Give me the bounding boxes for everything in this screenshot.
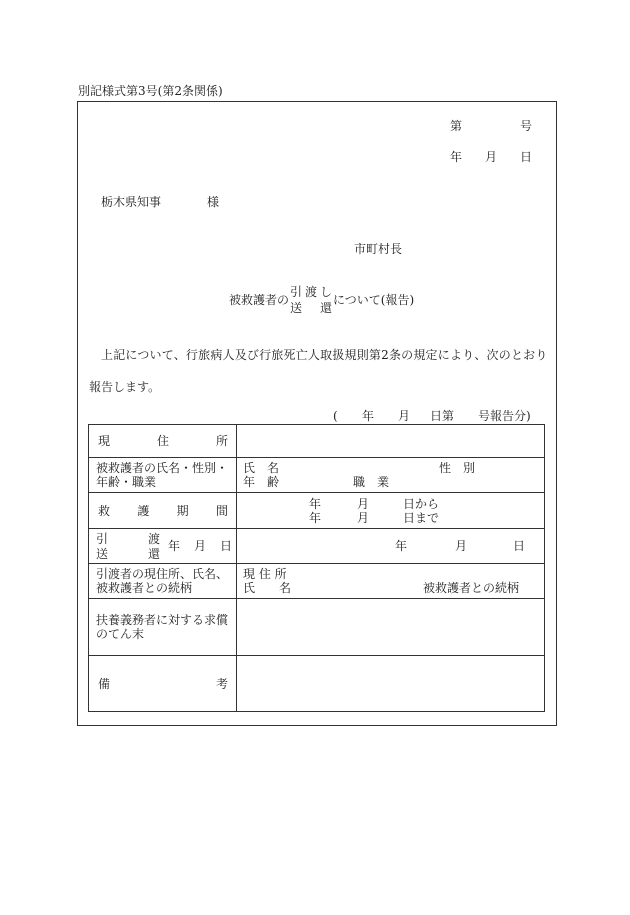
sender-name: 市町村長 <box>354 242 403 256</box>
report-ref-year: 年 <box>362 409 375 423</box>
table-row-handover <box>89 529 545 564</box>
report-ref-suffix: 号報告分) <box>478 409 531 423</box>
table-row-receiver <box>89 564 545 599</box>
handover-lower-2: 還 <box>148 547 161 561</box>
report-ref-day-no: 日第 <box>430 409 455 423</box>
table-row-person <box>89 458 545 493</box>
addressee-honorific: 様 <box>207 195 220 209</box>
title-suffix: について(報告) <box>333 293 415 307</box>
address-value-cell[interactable] <box>237 425 545 458</box>
table-row-period <box>89 493 545 529</box>
person-label-line-1: 被救護者の氏名・性別・ <box>96 461 229 475</box>
period-from-year: 年 <box>309 496 322 511</box>
number-suffix: 号 <box>520 119 533 133</box>
date-month: 月 <box>485 150 498 164</box>
number-prefix: 第 <box>450 119 463 133</box>
handover-upper-2: 渡 <box>148 532 161 546</box>
date-year: 年 <box>450 150 463 164</box>
period-label-char-1: 救 <box>98 503 111 518</box>
title-lower-2: 還 <box>320 301 333 315</box>
table-row-remarks <box>89 656 545 712</box>
person-job-label: 職 業 <box>353 475 390 489</box>
person-value-cell[interactable] <box>237 458 545 493</box>
body-line-2: 報告します。 <box>89 380 161 394</box>
date-day: 日 <box>520 150 533 164</box>
period-to-month: 月 <box>357 510 370 525</box>
person-age-label: 年 齢 <box>243 475 280 489</box>
handover-value-month: 月 <box>455 539 468 553</box>
period-label-char-3: 期 <box>176 503 189 518</box>
title-lower-1: 送 <box>290 301 303 315</box>
table-row-address <box>89 425 545 458</box>
support-label-line-2: のてん末 <box>96 627 145 641</box>
handover-value-day: 日 <box>513 539 526 553</box>
remarks-label-char-1: 備 <box>98 676 111 691</box>
addressee-name: 栃木県知事 <box>101 195 162 209</box>
support-label-line-1: 扶養義務者に対する求償 <box>96 613 229 627</box>
handover-upper-1: 引 <box>96 532 109 546</box>
period-to-day: 日まで <box>403 510 440 525</box>
report-ref-open: ( <box>333 409 338 423</box>
handover-label-cell <box>89 529 237 564</box>
address-label-char-3: 所 <box>215 434 228 448</box>
remarks-value-cell[interactable] <box>237 656 545 712</box>
receiver-label-line-1: 引渡者の現住所、氏名、 <box>96 567 229 581</box>
receiver-address-label: 現 住 所 <box>243 567 287 581</box>
person-label-line-2: 年齢・職業 <box>96 475 157 489</box>
handover-ymd-month: 月 <box>194 539 207 553</box>
period-value-cell[interactable] <box>237 493 545 529</box>
remarks-label-cell <box>89 656 237 712</box>
receiver-value-cell[interactable] <box>237 564 545 599</box>
form-label: 別記様式第3号(第2条関係) <box>78 84 223 98</box>
handover-lower-1: 送 <box>96 547 109 561</box>
title-upper-2: 渡 <box>305 285 318 299</box>
address-label-char-1: 現 <box>98 434 111 448</box>
period-from-day: 日から <box>403 496 440 511</box>
remarks-label-char-2: 考 <box>215 676 228 691</box>
person-name-label: 氏 名 <box>243 461 280 475</box>
receiver-name-label: 氏 名 <box>243 581 292 595</box>
table-row-support <box>89 599 545 656</box>
period-label-char-4: 間 <box>215 503 228 518</box>
title-upper-3: し <box>320 285 333 299</box>
period-label-char-2: 護 <box>137 503 150 518</box>
handover-value-cell[interactable] <box>237 529 545 564</box>
receiver-label-cell <box>89 564 237 599</box>
address-label-char-2: 住 <box>156 434 169 448</box>
handover-ymd-day: 日 <box>220 539 233 553</box>
handover-ymd-year: 年 <box>168 539 181 553</box>
period-from-month: 月 <box>357 496 370 511</box>
address-label-cell <box>89 425 237 458</box>
report-table <box>88 424 545 712</box>
person-label-cell <box>89 458 237 493</box>
person-sex-label: 性 別 <box>439 461 476 475</box>
title-prefix: 被救護者の <box>229 293 290 307</box>
support-value-cell[interactable] <box>237 599 545 656</box>
report-ref-month: 月 <box>398 409 411 423</box>
receiver-relation-label: 被救護者との続柄 <box>423 581 520 595</box>
body-line-1: 上記について、行旅病人及び行旅死亡人取扱規則第2条の規定により、次のとおり <box>101 348 548 362</box>
receiver-label-line-2: 被救護者との続柄 <box>96 581 193 595</box>
support-label-cell <box>89 599 237 656</box>
handover-value-year: 年 <box>395 539 408 553</box>
period-label-cell <box>89 493 237 529</box>
period-to-year: 年 <box>309 510 322 525</box>
title-upper-1: 引 <box>290 285 303 299</box>
